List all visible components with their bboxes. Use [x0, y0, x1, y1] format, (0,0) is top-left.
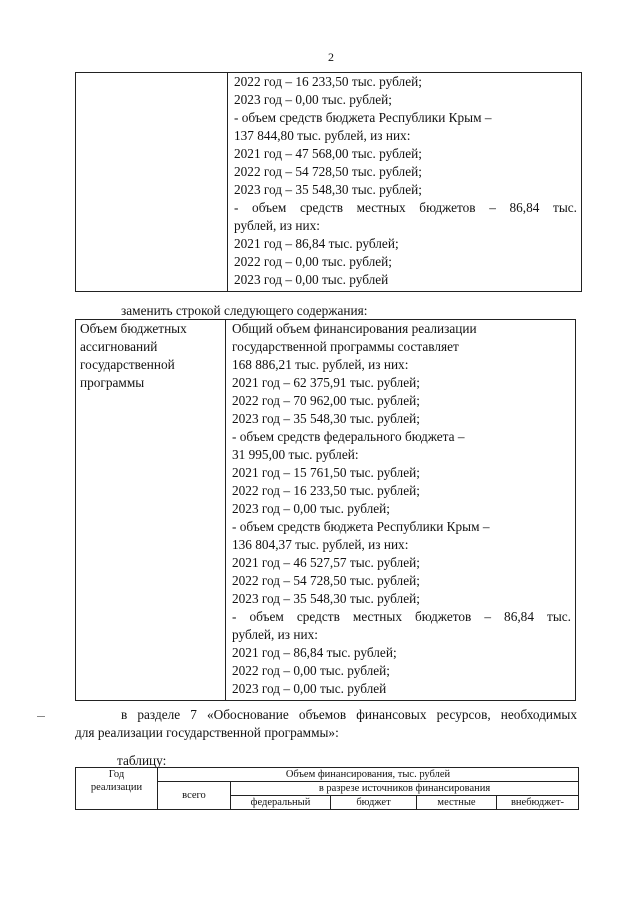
text-line: 2023 год – 0,00 тыс. рублей; — [232, 501, 390, 516]
text-line: - объем средств местных бюджетов – 86,84 тыс. — [232, 609, 571, 624]
year-header-line-1: Год — [108, 769, 125, 780]
text-line: 2021 год – 86,84 тыс. рублей; — [232, 645, 397, 660]
budget-table-new-label — [76, 320, 225, 394]
financing-table — [75, 767, 579, 810]
text-line: 2023 год – 0,00 тыс. рублей — [234, 272, 389, 287]
text-line: 2023 год – 35 548,30 тыс. рублей; — [232, 591, 420, 606]
text-line: 2023 год – 35 548,30 тыс. рублей; — [232, 411, 420, 426]
source-federal-header: федеральный — [231, 796, 331, 810]
text-line: 2021 год – 62 375,91 тыс. рублей; — [232, 375, 420, 390]
text-line: Объем бюджетных — [80, 321, 187, 336]
budget-table-new — [75, 319, 576, 701]
scan-artifact — [37, 716, 45, 717]
replace-instruction: заменить строкой следующего содержания: — [121, 303, 368, 318]
source-budget-header: бюджет — [331, 796, 417, 810]
text-line: - объем средств бюджета Республики Крым – — [232, 519, 490, 534]
text-line: государственной программы составляет — [232, 339, 459, 354]
text-line: ассигнований — [80, 339, 158, 354]
text-line: 2021 год – 46 527,57 тыс. рублей; — [232, 555, 420, 570]
budget-table-new-lines — [226, 320, 575, 700]
page-number: 2 — [328, 50, 334, 64]
source-local-header: местные — [417, 796, 497, 810]
year-header — [76, 768, 158, 810]
text-line: 2022 год – 16 233,50 тыс. рублей; — [232, 483, 420, 498]
text-line: 2023 год – 35 548,30 тыс. рублей; — [234, 182, 422, 197]
text-line: рублей, из них: — [234, 218, 320, 233]
text-line: 2022 год – 70 962,00 тыс. рублей; — [232, 393, 420, 408]
text-line: - объем средств бюджета Республики Крым – — [234, 110, 492, 125]
text-line: 2023 год – 0,00 тыс. рублей; — [234, 92, 392, 107]
text-line: программы — [80, 375, 145, 390]
budget-table-new-left-cell — [76, 320, 226, 701]
text-line: 2021 год – 86,84 тыс. рублей; — [234, 236, 399, 251]
budget-table-old-left-cell — [76, 73, 228, 292]
table-label: таблицу: — [117, 753, 167, 768]
section-paragraph-line-2: для реализации государственной программы»: — [75, 725, 339, 740]
text-line: 2022 год – 16 233,50 тыс. рублей; — [234, 74, 422, 89]
text-line: 2022 год – 0,00 тыс. рублей; — [234, 254, 392, 269]
text-line: 2023 год – 0,00 тыс. рублей — [232, 681, 387, 696]
text-line: 2021 год – 47 568,00 тыс. рублей; — [234, 146, 422, 161]
text-line: - объем средств федерального бюджета – — [232, 429, 465, 444]
text-line: 2022 год – 0,00 тыс. рублей; — [232, 663, 390, 678]
text-line: 136 804,37 тыс. рублей, из них: — [232, 537, 409, 552]
section-paragraph-line-1: в разделе 7 «Обоснование объемов финансовых ресурсов, необходимых — [121, 707, 577, 722]
text-line: Общий объем финансирования реализации — [232, 321, 477, 336]
text-line: рублей, из них: — [232, 627, 318, 642]
text-line: 2022 год – 54 728,50 тыс. рублей; — [232, 573, 420, 588]
text-line: 31 995,00 тыс. рублей: — [232, 447, 359, 462]
text-line: 2022 год – 54 728,50 тыс. рублей; — [234, 164, 422, 179]
budget-table-old-lines — [228, 73, 581, 291]
text-line: 168 886,21 тыс. рублей, из них: — [232, 357, 409, 372]
budget-table-old — [75, 72, 582, 292]
text-line: 2021 год – 15 761,50 тыс. рублей; — [232, 465, 420, 480]
budget-table-new-right-cell — [226, 320, 576, 701]
source-extrabudget-header: внебюджет- — [497, 796, 579, 810]
text-line: государственной — [80, 357, 175, 372]
text-line: - объем средств местных бюджетов – 86,84 тыс. — [234, 200, 577, 215]
total-header: всего — [158, 782, 231, 810]
year-header-line-2: реализации — [90, 782, 143, 793]
volume-header: Объем финансирования, тыс. рублей — [158, 768, 579, 782]
sources-header: в разрезе источников финансирования — [231, 782, 579, 796]
budget-table-old-right-cell — [228, 73, 582, 292]
text-line: 137 844,80 тыс. рублей, из них: — [234, 128, 411, 143]
